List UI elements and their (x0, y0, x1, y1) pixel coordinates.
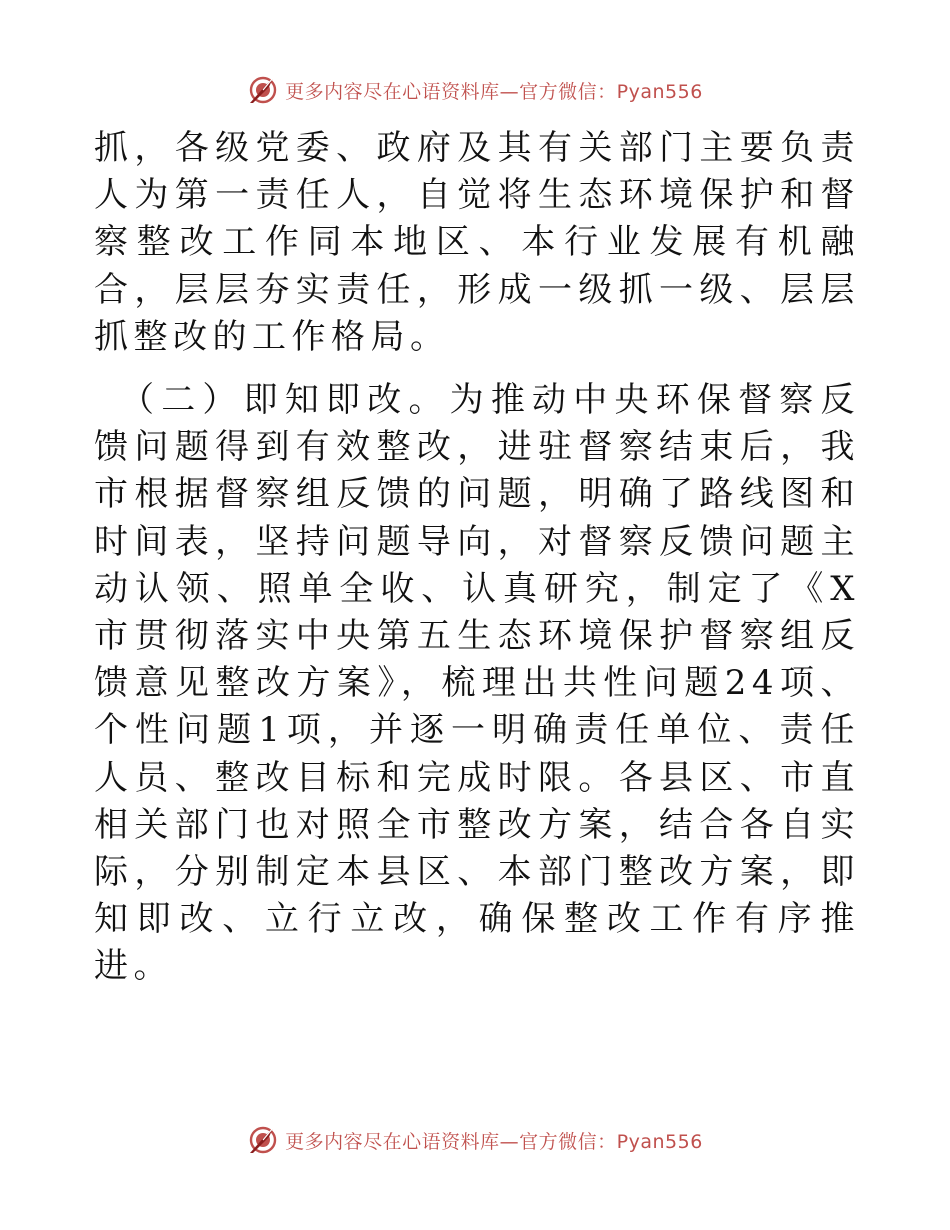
paragraph-continuation: 抓，各级党委、政府及其有关部门主要负责人为第一责任人，自觉将生态环境保护和督察整改工作同本地区、本行业发展有机融合，层层夯实责任，形成一级抓一级、层层抓整改的工作格局。 (94, 128, 860, 357)
watermark-text: 更多内容尽在心语资料库—官方微信：Pyan556 (285, 1130, 703, 1153)
paragraph-section-2: （二）即知即改。为推动中央环保督察反馈问题得到有效整改，进驻督察结束后，我市根据督察组反馈的问题，明确了路线图和时间表，坚持问题导向，对督察反馈问题主动认领、照单全收、认真研究，制定了《X市贯彻落实中央第五生态环境保护督察组反馈意见整改方案》，梳理出共性问题24项、个性问题1项，并逐一明确责任单位、责任人员、整改目标和完成时限。各县区、市直相关部门也对照全市整改方案，结合各自实际，分别制定本县区、本部门整改方案，即知即改、立行立改，确保整改工作有序推进。 (94, 380, 860, 987)
document-body (94, 125, 860, 991)
watermark-text: 更多内容尽在心语资料库—官方微信：Pyan556 (285, 80, 703, 103)
footer-watermark (0, 1120, 950, 1160)
quill-logo-icon (247, 74, 279, 106)
header-watermark (0, 70, 950, 110)
quill-logo-icon (247, 1124, 279, 1156)
